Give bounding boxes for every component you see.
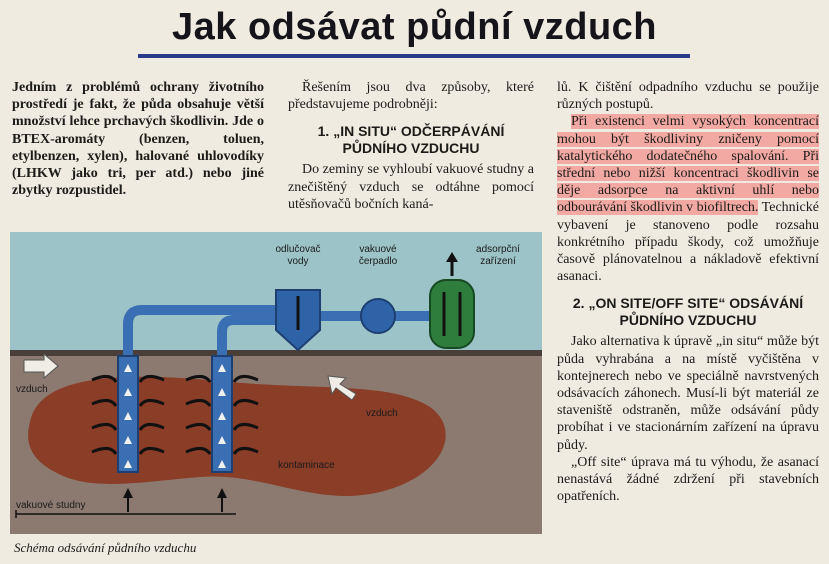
col2-paragraph-2: Do zeminy se vyhloubí vakuové studny a znečištěný vzduch se odtáhne pomocí utěsňovačů bočních kaná- bbox=[288, 162, 534, 212]
col2-paragraph-1: Řešením jsou dva způsoby, které představujeme podrobněji: bbox=[288, 80, 534, 113]
label-water-separator: odlučovač vody bbox=[275, 244, 321, 267]
adsorption-unit bbox=[430, 280, 474, 348]
ground-surface bbox=[10, 350, 542, 356]
col3-paragraph-1: lů. K čištění odpadního vzduchu se použije různých postupů. bbox=[557, 80, 819, 113]
highlighted-text: Při existenci velmi vysokých koncentrací mohou být škodliviny zničeny pomocí katalytického dodatečného spalování. Při střední nebo nižší koncentraci škodlivin se děje adsorpce na aktivní uhlí nebo odbourávání škodlivin v biofiltrech. bbox=[557, 114, 819, 216]
diagram-caption: Schéma odsávání půdního vzduchu bbox=[14, 540, 197, 555]
column-1 bbox=[12, 79, 264, 199]
col3-paragraph-4: „Off site“ úprava má tu výhodu, že asanací nenastává žádné zdržení při stavebních opatřeních. bbox=[557, 454, 819, 505]
section-heading-in-situ: 1. „IN SITU“ ODČERPÁVÁNÍ PŮDNÍHO VZDUCHU bbox=[317, 123, 505, 157]
col3-paragraph-2-rest: Technické vybavení je stanoveno podle rozsahu konkrétního případu škody, což umožňuje časově plánovatelnou a nákladově efektivní asanaci. bbox=[557, 200, 819, 285]
headline-underline bbox=[138, 54, 690, 58]
label-vacuum-wells: vakuové studny bbox=[16, 500, 86, 511]
extraction-diagram bbox=[10, 232, 542, 534]
headline: Jak odsávat půdní vzduch bbox=[172, 6, 657, 48]
intro-paragraph: Jedním z problémů ochrany životního prostředí je fakt, že půda obsahuje větší množství lehce prchavých škodlivin. Jde o BTEX-aromáty (benzen, toluen, etylbenzen, xylen), halované uhlovodíky (LHKW jako tri, per atd.) nebo jiné zbytky rozpustidel. bbox=[12, 80, 264, 199]
col3-paragraph-2 bbox=[557, 113, 819, 285]
label-contamination: kontaminace bbox=[278, 460, 335, 471]
label-adsorption-unit: adsorpční zařízení bbox=[476, 244, 520, 267]
section-heading-on-site: 2. „ON SITE/OFF SITE“ ODSÁVÁNÍ PŮDNÍHO VZDUCHU bbox=[572, 295, 804, 329]
label-air-right: vzduch bbox=[366, 408, 398, 419]
label-air-left: vzduch bbox=[16, 384, 48, 395]
label-vacuum-pump: vakuové čerpadlo bbox=[358, 244, 398, 267]
col3-paragraph-3: Jako alternativa k úpravě „in situ“ může být půda vyhrabána a na místě vyčištěna v kontejnerech nebo ve speciálně navrstvených odsávacích záhonech. Musí-li být materiál ze staveniště odstraněn, může odsávání půdy probíhat i ve stacionárním zařízení na úpravu půdy. bbox=[557, 334, 819, 453]
vacuum-pump bbox=[361, 299, 395, 333]
column-3 bbox=[557, 79, 819, 505]
column-2 bbox=[288, 79, 534, 213]
